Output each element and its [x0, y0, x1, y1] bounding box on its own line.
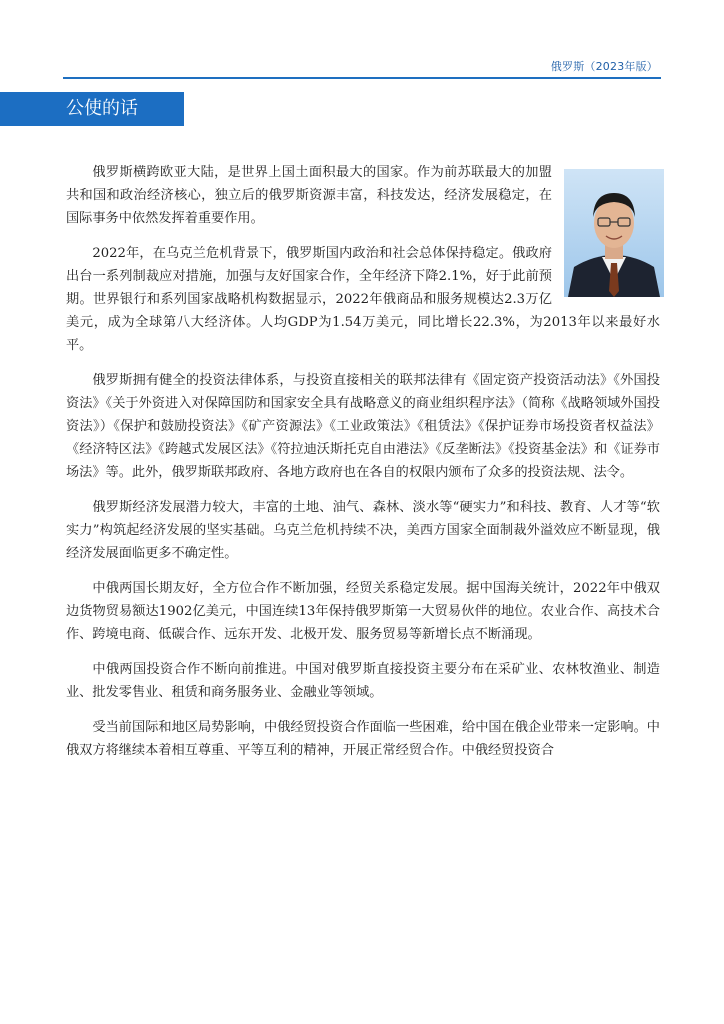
article-body [66, 161, 660, 774]
paragraph-7: 受当前国际和地区局势影响，中俄经贸投资合作面临一些困难，给中国在俄企业带来一定影响。中俄双方将继续本着相互尊重、平等互利的精神，开展正常经贸合作。中俄经贸投资合 [66, 720, 660, 758]
paragraph-4: 俄罗斯经济发展潜力较大，丰富的土地、油气、森林、淡水等“硬实力”和科技、教育、人才等“软实力”构筑起经济发展的坚实基础。乌克兰危机持续不决，美西方国家全面制裁外溢效应不断显现，俄经济发展面临更多不确定性。 [66, 500, 660, 561]
paragraph-1: 俄罗斯横跨欧亚大陆，是世界上国土面积最大的国家。作为前苏联最大的加盟共和国和政治经济核心，独立后的俄罗斯资源丰富，科技发达，经济发展稳定，在国际事务中依然发挥着重要作用。 [66, 165, 552, 226]
running-title: 俄罗斯（2023年版） [550, 60, 658, 73]
paragraph-5: 中俄两国长期友好，全方位合作不断加强，经贸关系稳定发展。据中国海关统计，2022年中俄双边货物贸易额达1902亿美元，中国连续13年保持俄罗斯第一大贸易伙伴的地位。农业合作、高技术合作、跨境电商、低碳合作、远东开发、北极开发、服务贸易等新增长点不断涌现。 [66, 581, 660, 642]
paragraph-2: 2022年，在乌克兰危机背景下，俄罗斯国内政治和社会总体保持稳定。俄政府出台一系列制裁应对措施，加强与友好国家合作，全年经济下降2.1%，好于此前预期。世界银行和系列国家战略机构数据显示，2022年俄商品和服务规模达2.3万亿美元，成为全球第八大经济体。人均GDP为1.54万美元，同比增长22.3%，为2013年以来最好水平。 [66, 246, 660, 353]
header-divider [63, 77, 661, 79]
paragraph-3: 俄罗斯拥有健全的投资法律体系，与投资直接相关的联邦法律有《固定资产投资活动法》《外国投资法》《关于外资进入对保障国防和国家安全具有战略意义的商业组织程序法》（简称《战略领域外国投资法》）《保护和鼓励投资法》《矿产资源法》《工业政策法》《租赁法》《保护证券市场投资者权益法》《经济特区法》《跨越式发展区法》《符拉迪沃斯托克自由港法》《反垄断法》《投资基金法》和《证券市场法》等。此外，俄罗斯联邦政府、各地方政府也在各自的权限内颁布了众多的投资法规、法令。 [66, 373, 660, 480]
paragraph-6: 中俄两国投资合作不断向前推进。中国对俄罗斯直接投资主要分布在采矿业、农林牧渔业、制造业、批发零售业、租赁和商务服务业、金融业等领域。 [66, 662, 660, 700]
ambassador-portrait-icon [564, 169, 664, 297]
section-title: 公使的话 [66, 98, 138, 119]
